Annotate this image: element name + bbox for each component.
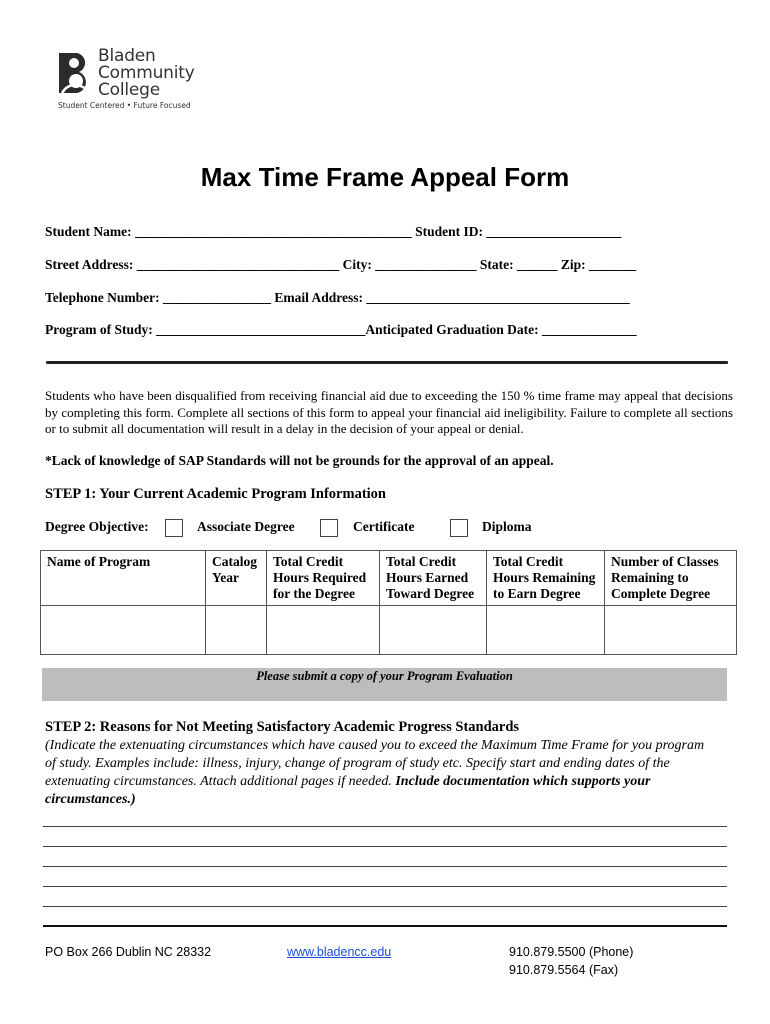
program-name-cell[interactable] bbox=[41, 606, 206, 655]
section-divider bbox=[46, 361, 728, 364]
certificate-label: Certificate bbox=[353, 519, 415, 534]
answer-line[interactable] bbox=[43, 826, 727, 827]
answer-line[interactable] bbox=[43, 886, 727, 887]
col-hours-earned: Total Credit Hours Earned Toward Degree bbox=[380, 551, 487, 606]
associate-degree-checkbox[interactable] bbox=[165, 519, 183, 537]
classes-remaining-cell[interactable] bbox=[605, 606, 737, 655]
step2-heading: STEP 2: Reasons for Not Meeting Satisfactory Academic Progress Standards bbox=[45, 719, 520, 735]
diploma-label: Diploma bbox=[482, 519, 532, 534]
footer-fax: 910.879.5564 (Fax) bbox=[509, 963, 619, 977]
college-logo-icon bbox=[56, 50, 94, 94]
step2-instructions-text: (Indicate the extenuating circumstances which have caused you to exceed the Maximum Time Frame for you program of study. Examples include: illness, injury, change of program of study etc. Specify start and ending dates of the extenuating circumstances. Attach additional pages if needed. bbox=[45, 738, 705, 789]
answer-line[interactable] bbox=[43, 866, 727, 867]
col-name-of-program: Name of Program bbox=[41, 551, 206, 606]
website-link[interactable]: www.bladencc.edu bbox=[287, 945, 392, 959]
table-row bbox=[41, 606, 737, 655]
col-catalog-year: Catalog Year bbox=[206, 551, 267, 606]
college-logo bbox=[56, 48, 216, 114]
col-hours-required: Total Credit Hours Required for the Degree bbox=[267, 551, 380, 606]
footer-address: PO Box 266 Dublin NC 28332 bbox=[45, 945, 212, 959]
certificate-checkbox[interactable] bbox=[320, 519, 338, 537]
college-name: Bladen Community College bbox=[98, 46, 195, 100]
hours-remaining-cell[interactable] bbox=[487, 606, 605, 655]
catalog-year-cell[interactable] bbox=[206, 606, 267, 655]
intro-paragraph: Students who have been disqualified from receiving financial aid due to exceeding the 150 % time frame may appeal that decisions by completing this form. Complete all sections of this form to appeal your financial aid ineligibility. Failure to complete all sections or to submit all documentation will result in a delay in the decision of your appeal or denial. bbox=[45, 388, 733, 436]
program-graduation-line[interactable]: Program of Study: _______________________________Anticipated Graduation Date: ______________ bbox=[45, 322, 637, 337]
program-evaluation-note: Please submit a copy of your Program Evaluation bbox=[256, 669, 513, 683]
phone-email-line[interactable]: Telephone Number: ________________ Email Address: _______________________________________ bbox=[45, 290, 630, 305]
diploma-checkbox[interactable] bbox=[450, 519, 468, 537]
step2-instructions bbox=[45, 737, 715, 809]
sap-note: *Lack of knowledge of SAP Standards will not be grounds for the approval of an appeal. bbox=[45, 453, 554, 468]
step2-instructions-bold: Include documentation which supports your circumstances.) bbox=[45, 774, 651, 807]
form-title: Max Time Frame Appeal Form bbox=[200, 162, 570, 192]
footer-phone: 910.879.5500 (Phone) bbox=[509, 945, 634, 959]
program-evaluation-banner bbox=[42, 668, 727, 701]
col-classes-remaining: Number of Classes Remaining to Complete Degree bbox=[605, 551, 737, 606]
footer-divider bbox=[43, 925, 727, 927]
degree-objective-label: Degree Objective: bbox=[45, 519, 149, 534]
col-hours-remaining: Total Credit Hours Remaining to Earn Degree bbox=[487, 551, 605, 606]
hours-required-cell[interactable] bbox=[267, 606, 380, 655]
associate-degree-label: Associate Degree bbox=[197, 519, 295, 534]
answer-line[interactable] bbox=[43, 846, 727, 847]
step1-heading: STEP 1: Your Current Academic Program Information bbox=[45, 486, 386, 502]
table-header-row bbox=[41, 551, 737, 606]
address-line[interactable]: Street Address: ______________________________ City: _______________ State: ______ Zip: _______ bbox=[45, 257, 637, 272]
answer-line[interactable] bbox=[43, 906, 727, 907]
degree-objective-row bbox=[45, 519, 745, 539]
program-info-table bbox=[40, 550, 737, 655]
college-tagline: Student Centered • Future Focused bbox=[58, 101, 191, 110]
hours-earned-cell[interactable] bbox=[380, 606, 487, 655]
footer-website[interactable] bbox=[287, 943, 391, 961]
footer-contact bbox=[509, 943, 633, 979]
student-name-id-line[interactable]: Student Name: _________________________________________ Student ID: ____________________ bbox=[45, 224, 622, 239]
